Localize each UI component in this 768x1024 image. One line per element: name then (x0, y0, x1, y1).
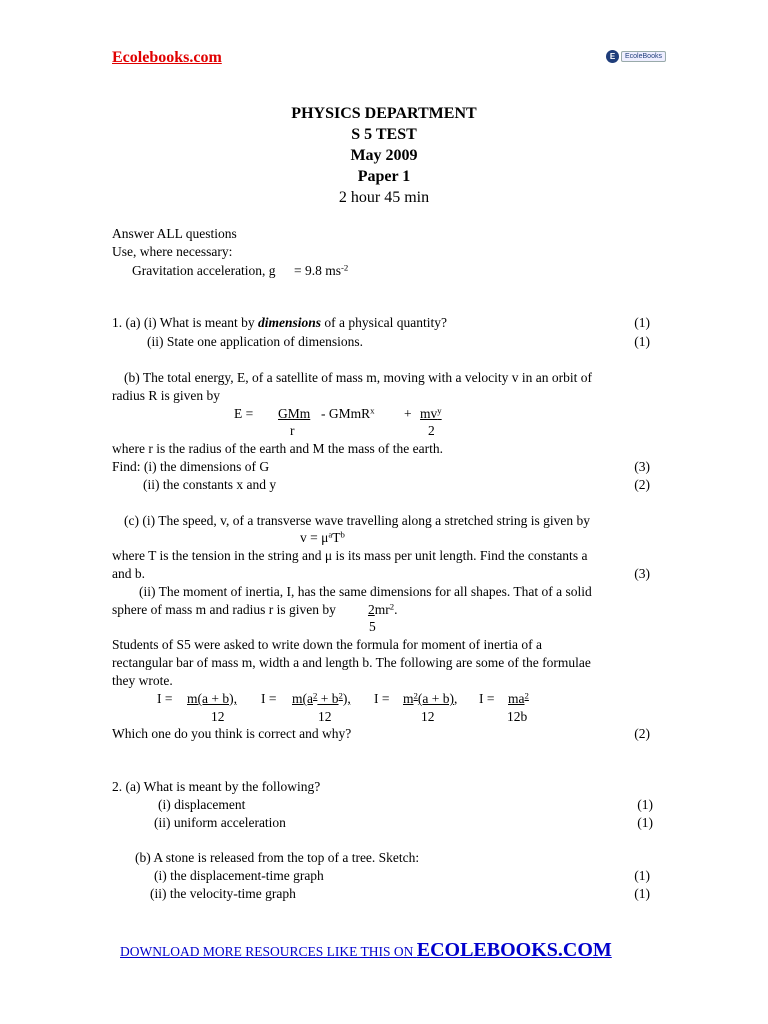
eq-sphere-dot: . (394, 602, 398, 617)
q2-b-line: (b) A stone is released from the top of a tree. Sketch: (135, 850, 420, 865)
q1-c-i-mark: (3) (634, 566, 650, 581)
logo-badge-icon: E (606, 50, 619, 63)
q1-b-ii-mark: (2) (634, 477, 650, 492)
q1-a-i-prefix: 1. (a) (i) What is meant by (112, 315, 258, 330)
q2-a-ii: (ii) uniform acceleration (154, 815, 286, 830)
q2-a-line: 2. (a) What is meant by the following? (112, 779, 321, 794)
eq-term2-text: - GMmR (321, 406, 371, 421)
eq-wave-tension: T (332, 530, 341, 545)
q1-c-ii-line-5: they wrote. (112, 673, 173, 688)
formula-4-denominator: 12b (507, 709, 528, 724)
formula-2-num-a: m(a (292, 691, 313, 706)
q1-c-ii-line-2: sphere of mass m and radius r is given by (112, 602, 336, 617)
formula-2-denominator: 12 (318, 709, 332, 724)
formula-2-exp-2: 2 (338, 690, 343, 701)
eq-term3-denominator: 2 (428, 423, 435, 438)
q1-a-i (112, 316, 447, 330)
paper-title: Paper 1 (357, 168, 411, 185)
q1-c-ii-line-3: Students of S5 were asked to write down the formula for moment of inertia of a (112, 637, 543, 652)
formula-2-exp-1: 2 (313, 690, 318, 701)
q1-b-ii: (ii) the constants x and y (143, 477, 277, 492)
q1-c-ii-question: Which one do you think is correct and why? (112, 726, 352, 741)
instruction-line-1: Answer ALL questions (112, 226, 237, 241)
eq-term1-denominator: r (290, 423, 295, 438)
formula-2-lhs: I = (261, 691, 277, 706)
q1-b-where: where r is the radius of the earth and M the mass of the earth. (112, 441, 444, 456)
eq-term3-exponent: y (437, 405, 442, 416)
q2-b-i-mark: (1) (634, 868, 650, 883)
q1-b-i-mark: (3) (634, 459, 650, 474)
eq-wave-exp-b: b (340, 529, 345, 540)
formula-3-num-b: (a + b) (417, 691, 455, 706)
formula-3-comma: , (454, 691, 458, 706)
q2-b-ii-mark: (1) (634, 886, 650, 901)
eq-plus-sign: + (404, 406, 412, 421)
q2-b-ii: (ii) the velocity-time graph (150, 886, 296, 901)
q2-a-ii-mark: (1) (637, 815, 653, 830)
eq-sphere-mr: mr (374, 602, 390, 617)
department-title: PHYSICS DEPARTMENT (291, 105, 477, 122)
formula-3-exp: 2 (413, 690, 418, 701)
footer-site-name: ECOLEBOOKS.COM (416, 939, 612, 961)
q1-a-ii-mark: (1) (634, 334, 650, 349)
footer-download-link[interactable] (120, 940, 612, 960)
formula-1-lhs: I = (157, 691, 173, 706)
q1-b-line-2: radius R is given by (112, 388, 220, 403)
q1-c-line-1: (c) (i) The speed, v, of a transverse wave travelling along a stretched string is given by (124, 513, 590, 528)
formula-1-numerator (187, 692, 237, 706)
formula-1-denominator: 12 (211, 709, 225, 724)
q2-a-i: (i) displacement (158, 797, 246, 812)
eq-sphere-numerator: 2 (368, 602, 375, 617)
header-site-link[interactable]: Ecolebooks.com (112, 49, 222, 66)
q1-a-i-emphasis: dimensions (257, 315, 321, 330)
q1-c-line-2: where T is the tension in the string and μ is its mass per unit length. Find the constants a (112, 548, 588, 563)
formula-3-denominator: 12 (421, 709, 435, 724)
formula-4-lhs: I = (479, 691, 495, 706)
q1-a-i-mark: (1) (634, 315, 650, 330)
formula-4-numerator (508, 692, 529, 706)
test-title: S 5 TEST (351, 126, 417, 143)
formula-1-numerator-text: m(a + b), (187, 691, 237, 706)
gravity-value-text: = 9.8 ms (294, 263, 341, 278)
eq-term2 (321, 407, 375, 421)
ecolebooks-logo (606, 50, 666, 63)
formula-4-exp: 2 (524, 690, 529, 701)
eq-term2-exponent: x (370, 405, 375, 416)
q1-c-ii-mark: (2) (634, 726, 650, 741)
q2-a-i-mark: (1) (637, 797, 653, 812)
q1-a-ii: (ii) State one application of dimensions. (147, 334, 363, 349)
eq-wave-speed-text: v = μ (300, 530, 329, 545)
eq-sphere-denominator: 5 (369, 619, 376, 634)
eq-term3-text: mv (420, 406, 438, 421)
q1-a-i-suffix: of a physical quantity? (321, 315, 447, 330)
formula-4-num-text: ma (508, 691, 525, 706)
eq-energy-lhs: E = (234, 406, 254, 421)
gravity-label: Gravitation acceleration, g (132, 263, 276, 278)
formula-2-num-b: + b (317, 691, 339, 706)
formula-3-lhs: I = (374, 691, 390, 706)
q1-c-line-3: and b. (112, 566, 145, 581)
q2-b-i: (i) the displacement-time graph (154, 868, 324, 883)
q1-b-find-i: Find: (i) the dimensions of G (112, 459, 270, 474)
duration-title: 2 hour 45 min (338, 189, 430, 206)
q1-c-ii-line-4: rectangular bar of mass m, width a and length b. The following are some of the formulae (112, 655, 591, 670)
eq-wave-exp-a: a (328, 529, 333, 540)
eq-term3-numerator (420, 407, 442, 421)
q1-c-ii-line-1: (ii) The moment of inertia, I, has the same dimensions for all shapes. That of a solid (139, 584, 592, 599)
footer-download-text: DOWNLOAD MORE RESOURCES LIKE THIS ON (120, 944, 417, 959)
date-title: May 2009 (350, 147, 418, 164)
gravity-exponent: -2 (341, 262, 349, 273)
eq-term1-numerator: GMm (278, 406, 311, 421)
gravity-value (294, 264, 348, 278)
formula-3-num-a: m (403, 691, 414, 706)
eq-sphere-inertia (368, 603, 398, 617)
formula-2-numerator (292, 692, 351, 706)
logo-text: EcoleBooks (621, 51, 666, 62)
instruction-line-2: Use, where necessary: (112, 244, 233, 259)
eq-wave-speed (300, 531, 345, 545)
q1-b-line-1: (b) The total energy, E, of a satellite of mass m, moving with a velocity v in an orbit of (124, 370, 593, 385)
formula-3-numerator (403, 692, 457, 706)
formula-2-num-c: ), (342, 691, 351, 706)
eq-sphere-exponent: 2 (389, 601, 395, 612)
